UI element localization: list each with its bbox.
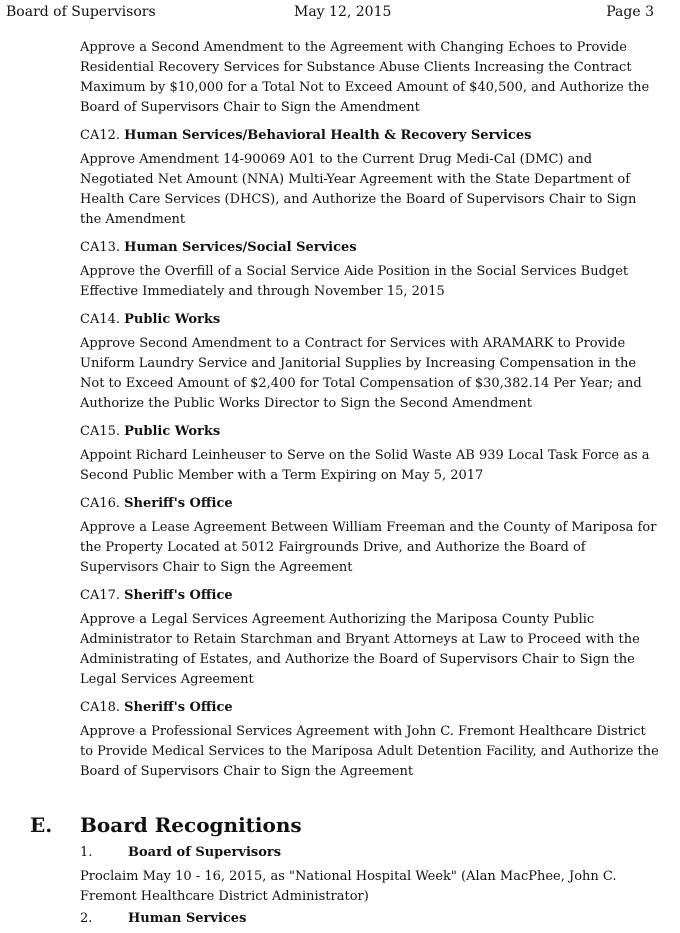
agenda-item-code: CA18.	[80, 700, 121, 715]
agenda-item-description: Approve a Professional Services Agreement with John C. Fremont Healthcare District to Provide Medical Services to the Mariposa Adult Detention Facility, and Authorize the Board of Supervisors Chair to Sign the Agreement	[80, 724, 659, 779]
agenda-item-description: Approve a Legal Services Agreement Authorizing the Mariposa County Public Administrator to Retain Starchman and Bryant Attorneys at Law to Proceed with the Administrating of Estates, and Authorize the Board of Supervisors Chair to Sign the Legal Services Agreement	[80, 612, 640, 687]
agenda-item-ca18	[80, 698, 660, 782]
recognition-number: 2.	[80, 911, 93, 926]
agenda-item-title	[80, 422, 660, 442]
agenda-item-code: CA14.	[80, 312, 121, 327]
header-date: May 12, 2015	[294, 4, 392, 20]
agenda-item-description: Approve Second Amendment to a Contract for Services with ARAMARK to Provide Uniform Laundry Service and Janitorial Supplies by Increasing Compensation in the Not to Exceed Amount of $2,400 for Total Compensation of $30,382.14 Per Year; and Authorize the Public Works Director to Sign the Second Amendment	[80, 336, 642, 411]
agenda-item-department: Sheriff's Office	[124, 496, 233, 511]
agenda-item-ca13	[80, 238, 660, 302]
agenda-item-description: Approve the Overfill of a Social Service Aide Position in the Social Services Budget Effective Immediately and through November 15, 2015	[80, 264, 629, 299]
header-page-number: Page 3	[606, 4, 654, 20]
agenda-item-description: Appoint Richard Leinheuser to Serve on the Solid Waste AB 939 Local Task Force as a Second Public Member with a Term Expiring on May 5, 2017	[80, 448, 650, 483]
consent-agenda-list	[80, 38, 660, 790]
recognition-name: Human Services	[128, 911, 247, 926]
agenda-item-title	[80, 126, 660, 146]
agenda-item-title	[80, 310, 660, 330]
recognition-item	[80, 909, 660, 929]
recognition-description: Proclaim May 10 - 16, 2015, as "National Hospital Week" (Alan MacPhee, John C. Fremont Healthcare District Administrator)	[80, 869, 617, 904]
agenda-item-code: CA16.	[80, 496, 121, 511]
agenda-item-code: CA12.	[80, 128, 121, 143]
recognition-name: Board of Supervisors	[128, 845, 282, 860]
header-body-name: Board of Supervisors	[6, 4, 156, 20]
recognition-item	[80, 843, 660, 907]
agenda-item-ca12	[80, 126, 660, 230]
agenda-item-department: Public Works	[124, 424, 221, 439]
agenda-item-title	[80, 586, 660, 606]
section-letter: E.	[30, 813, 53, 837]
recognition-title	[80, 909, 660, 929]
agenda-item-department: Sheriff's Office	[124, 588, 233, 603]
page-header	[0, 4, 680, 24]
recognition-number: 1.	[80, 845, 93, 860]
agenda-item-title	[80, 238, 660, 258]
agenda-item-description: Approve Amendment 14-90069 A01 to the Current Drug Medi-Cal (DMC) and Negotiated Net Amount (NNA) Multi-Year Agreement with the State Department of Health Care Services (DHCS), and Authorize the Board of Supervisors Chair to Sign the Amendment	[80, 152, 637, 227]
section-title: Board Recognitions	[80, 813, 302, 837]
agenda-item-department: Human Services/Behavioral Health & Recovery Services	[124, 128, 532, 143]
agenda-item-description: Approve a Lease Agreement Between William Freeman and the County of Mariposa for the Property Located at 5012 Fairgrounds Drive, and Authorize the Board of Supervisors Chair to Sign the Agreement	[80, 520, 657, 575]
agenda-item-continued	[80, 38, 660, 118]
agenda-item-code: CA15.	[80, 424, 121, 439]
agenda-item-code: CA13.	[80, 240, 121, 255]
agenda-item-title	[80, 698, 660, 718]
agenda-item-department: Sheriff's Office	[124, 700, 233, 715]
agenda-item-ca14	[80, 310, 660, 414]
agenda-item-ca17	[80, 586, 660, 690]
agenda-item-title	[80, 494, 660, 514]
recognition-title	[80, 843, 660, 863]
section-heading	[30, 811, 670, 839]
agenda-item-ca16	[80, 494, 660, 578]
agenda-item-description: Approve a Second Amendment to the Agreement with Changing Echoes to Provide Residential Recovery Services for Substance Abuse Clients Increasing the Contract Maximum by $10,000 for a Total Not to Exceed Amount of $40,500, and Authorize the Board of Supervisors Chair to Sign the Amendment	[80, 40, 650, 115]
agenda-item-department: Human Services/Social Services	[124, 240, 357, 255]
agenda-item-ca15	[80, 422, 660, 486]
agenda-item-department: Public Works	[124, 312, 221, 327]
agenda-item-code: CA17.	[80, 588, 121, 603]
